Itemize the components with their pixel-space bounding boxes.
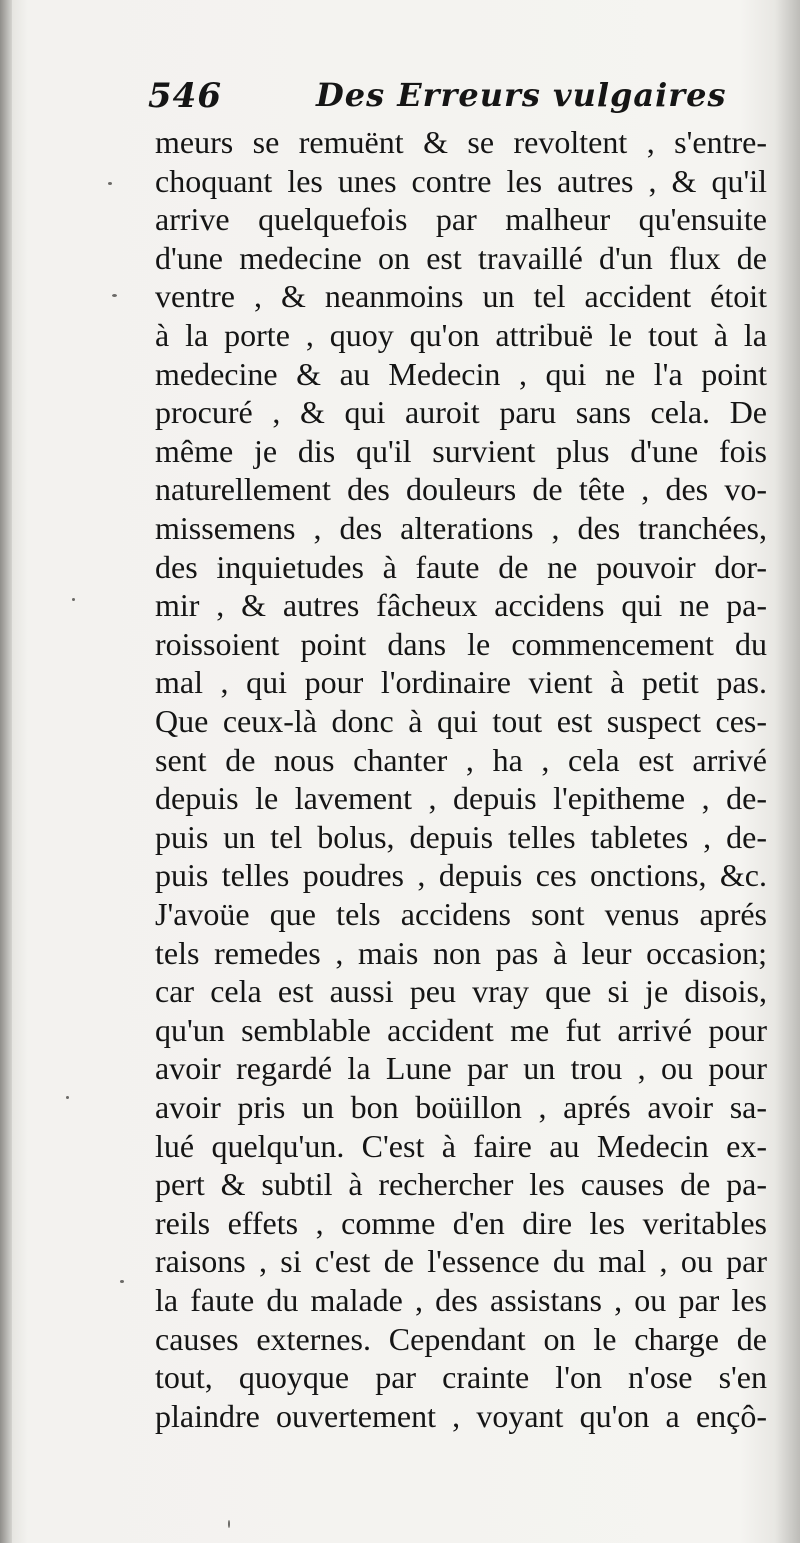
text-line: depuis le lavement , depuis l'epitheme , de- bbox=[155, 780, 767, 817]
text-line: naturellement des douleurs de tête , des vo- bbox=[155, 471, 767, 508]
text-line: ventre , & neanmoins un tel accident étoit bbox=[155, 278, 767, 315]
paper-speck bbox=[66, 1096, 69, 1099]
text-line: plaindre ouvertement , voyant qu'on a ençô- bbox=[155, 1397, 767, 1434]
text-line: puis un tel bolus, depuis telles tabletes , de- bbox=[155, 818, 767, 855]
text-line: meurs se remuënt & se revoltent , s'entre- bbox=[155, 124, 767, 160]
text-line: roissoient point dans le commencement du bbox=[155, 625, 767, 662]
text-line: J'avoüe que tels accidens sont venus aprés bbox=[155, 896, 767, 932]
running-title: Des Erreurs vulgaires bbox=[316, 76, 727, 114]
text-line: raisons , si c'est de l'essence du mal , ou par bbox=[155, 1243, 767, 1280]
text-line: d'une medecine on est travaillé d'un flux de bbox=[155, 239, 767, 276]
text-line: avoir pris un bon boüillon , aprés avoir sa- bbox=[155, 1089, 767, 1125]
page-header bbox=[148, 70, 788, 126]
page-gutter-shadow bbox=[0, 0, 12, 1543]
text-line: lué quelqu'un. C'est à faire au Medecin ex- bbox=[155, 1127, 767, 1164]
text-line: car cela est aussi peu vray que si je disois, bbox=[155, 973, 767, 1010]
text-line: pert & subtil à rechercher les causes de pa- bbox=[155, 1166, 767, 1203]
text-line: arrive quelquefois par malheur qu'ensuite bbox=[155, 201, 767, 238]
text-line: tels remedes , mais non pas à leur occasion; bbox=[155, 934, 767, 971]
text-line: mir , & autres fâcheux accidens qui ne pa- bbox=[155, 587, 767, 624]
text-line: mal , qui pour l'ordinaire vient à petit pas. bbox=[155, 664, 767, 701]
body-text bbox=[155, 122, 767, 1442]
text-line: medecine & au Medecin , qui ne l'a point bbox=[155, 355, 767, 392]
text-line: tout, quoyque par crainte l'on n'ose s'en bbox=[155, 1359, 767, 1396]
text-line: la faute du malade , des assistans , ou par les bbox=[155, 1282, 767, 1318]
text-line: reils effets , comme d'en dire les veritables bbox=[155, 1204, 767, 1241]
text-line: avoir regardé la Lune par un trou , ou pour bbox=[155, 1050, 767, 1087]
text-line: Que ceux-là donc à qui tout est suspect ces- bbox=[155, 703, 767, 739]
paper-speck bbox=[72, 598, 75, 601]
paper-speck bbox=[120, 1280, 124, 1283]
text-line: causes externes. Cependant on le charge de bbox=[155, 1320, 767, 1357]
text-line: même je dis qu'il survient plus d'une fois bbox=[155, 432, 767, 469]
text-line: à la porte , quoy qu'on attribuë le tout à la bbox=[155, 317, 767, 353]
paper-speck bbox=[108, 182, 112, 185]
text-line: choquant les unes contre les autres , & qu'il bbox=[155, 162, 767, 199]
paper-speck bbox=[228, 1520, 230, 1528]
paper-speck bbox=[112, 294, 117, 297]
text-line: procuré , & qui auroit paru sans cela. De bbox=[155, 394, 767, 431]
text-line: sent de nous chanter , ha , cela est arrivé bbox=[155, 741, 767, 778]
text-line: puis telles poudres , depuis ces onctions, &c. bbox=[155, 857, 767, 894]
page-number: 546 bbox=[148, 76, 222, 116]
text-line: qu'un semblable accident me fut arrivé pour bbox=[155, 1011, 767, 1048]
text-line: missemens , des alterations , des tranchées, bbox=[155, 510, 767, 546]
text-line: des inquietudes à faute de ne pouvoir dor- bbox=[155, 548, 767, 585]
